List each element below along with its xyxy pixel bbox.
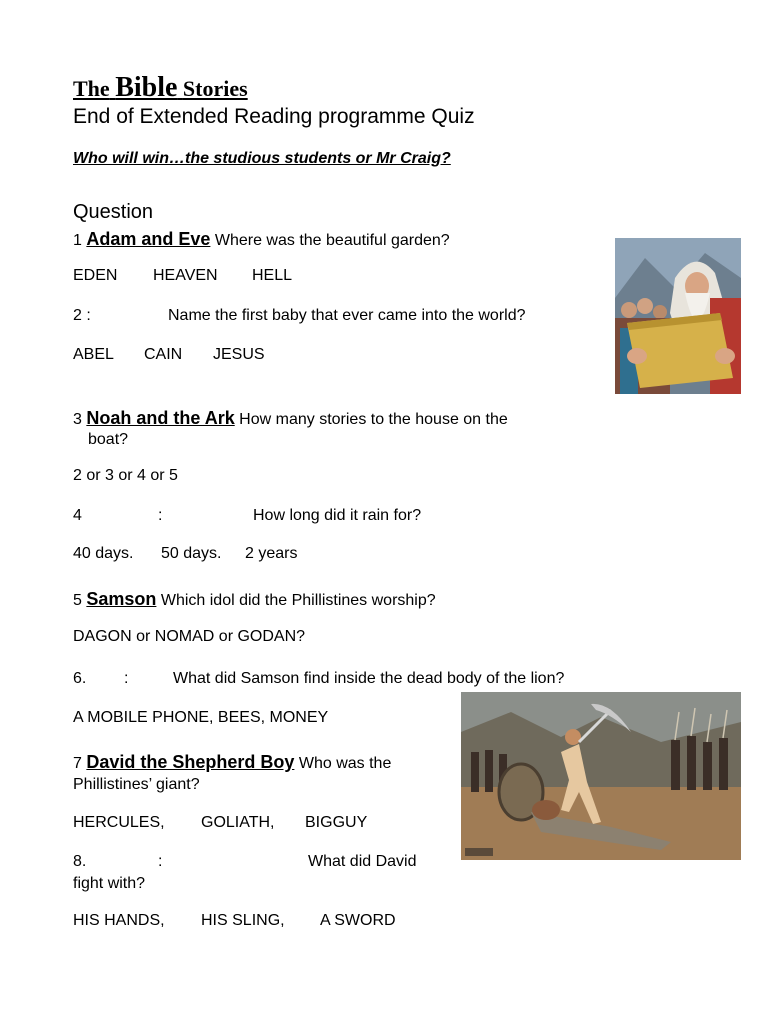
question-4-colon: : <box>158 507 163 524</box>
question-8-continued: fight with? <box>73 875 146 892</box>
question-3 <box>73 408 508 429</box>
question-4-text: How long did it rain for? <box>253 507 422 524</box>
question-text: How many stories to the house on the <box>239 411 508 428</box>
answer-option: JESUS <box>213 346 265 363</box>
question-topic: Samson <box>86 589 157 609</box>
question-6-text: What did Samson find inside the dead body of the lion? <box>173 670 565 687</box>
question-topic: Adam and Eve <box>86 229 211 249</box>
title-bible: Bible <box>115 72 178 103</box>
david-goliath-painting-art <box>461 692 741 860</box>
answer-option: ABEL <box>73 346 114 363</box>
answer-option: CAIN <box>144 346 183 363</box>
document-subtitle: End of Extended Reading programme Quiz <box>73 105 475 128</box>
question-4-number: 4 <box>73 507 82 524</box>
question-number: 5 <box>73 592 82 609</box>
title-the: The <box>73 76 110 101</box>
question-8-number: 8. <box>73 853 87 870</box>
answer-option: A SWORD <box>320 912 396 929</box>
question-topic: Noah and the Ark <box>86 408 235 428</box>
question-text: Where was the beautiful garden? <box>214 232 450 249</box>
answer-option: GOLIATH, <box>201 814 275 831</box>
title-stories: Stories <box>182 76 248 101</box>
question-6-colon: : <box>124 670 129 687</box>
question-2-text: Name the first baby that ever came into the world? <box>168 307 526 324</box>
document-title <box>73 72 248 104</box>
question-text: Who was the <box>298 755 392 772</box>
answer-option: 50 days. <box>161 545 222 562</box>
question-heading: Question <box>73 201 154 223</box>
question-7 <box>73 752 391 773</box>
answer-options: A MOBILE PHONE, BEES, MONEY <box>73 709 329 726</box>
question-1 <box>73 229 450 250</box>
answer-option: 40 days. <box>73 545 134 562</box>
answer-option: HEAVEN <box>153 267 218 284</box>
question-number: 3 <box>73 411 82 428</box>
david-goliath-painting <box>461 692 741 860</box>
answer-option: HELL <box>252 267 293 284</box>
answer-option: HIS SLING, <box>201 912 285 929</box>
question-3-continued: boat? <box>88 431 129 448</box>
question-7-continued: Phillistines’ giant? <box>73 776 200 793</box>
question-8-colon: : <box>158 853 163 870</box>
question-number: 1 <box>73 232 82 249</box>
tagline: Who will win…the studious students or Mr Craig? <box>73 150 451 167</box>
question-6-number: 6. <box>73 670 87 687</box>
answer-option: 2 years <box>245 545 298 562</box>
question-number: 7 <box>73 755 82 772</box>
answer-options: DAGON or NOMAD or GODAN? <box>73 628 306 645</box>
question-topic: David the Shepherd Boy <box>86 752 295 772</box>
question-text: Which idol did the Phillistines worship? <box>160 592 436 609</box>
answer-options: 2 or 3 or 4 or 5 <box>73 467 178 484</box>
answer-option: BIGGUY <box>305 814 368 831</box>
moses-painting <box>615 238 741 394</box>
moses-painting-art <box>615 238 741 394</box>
question-8-text: What did David <box>308 853 417 870</box>
answer-option: HIS HANDS, <box>73 912 165 929</box>
question-2-number: 2 : <box>73 307 91 324</box>
answer-option: EDEN <box>73 267 118 284</box>
answer-option: HERCULES, <box>73 814 165 831</box>
question-5 <box>73 589 436 610</box>
